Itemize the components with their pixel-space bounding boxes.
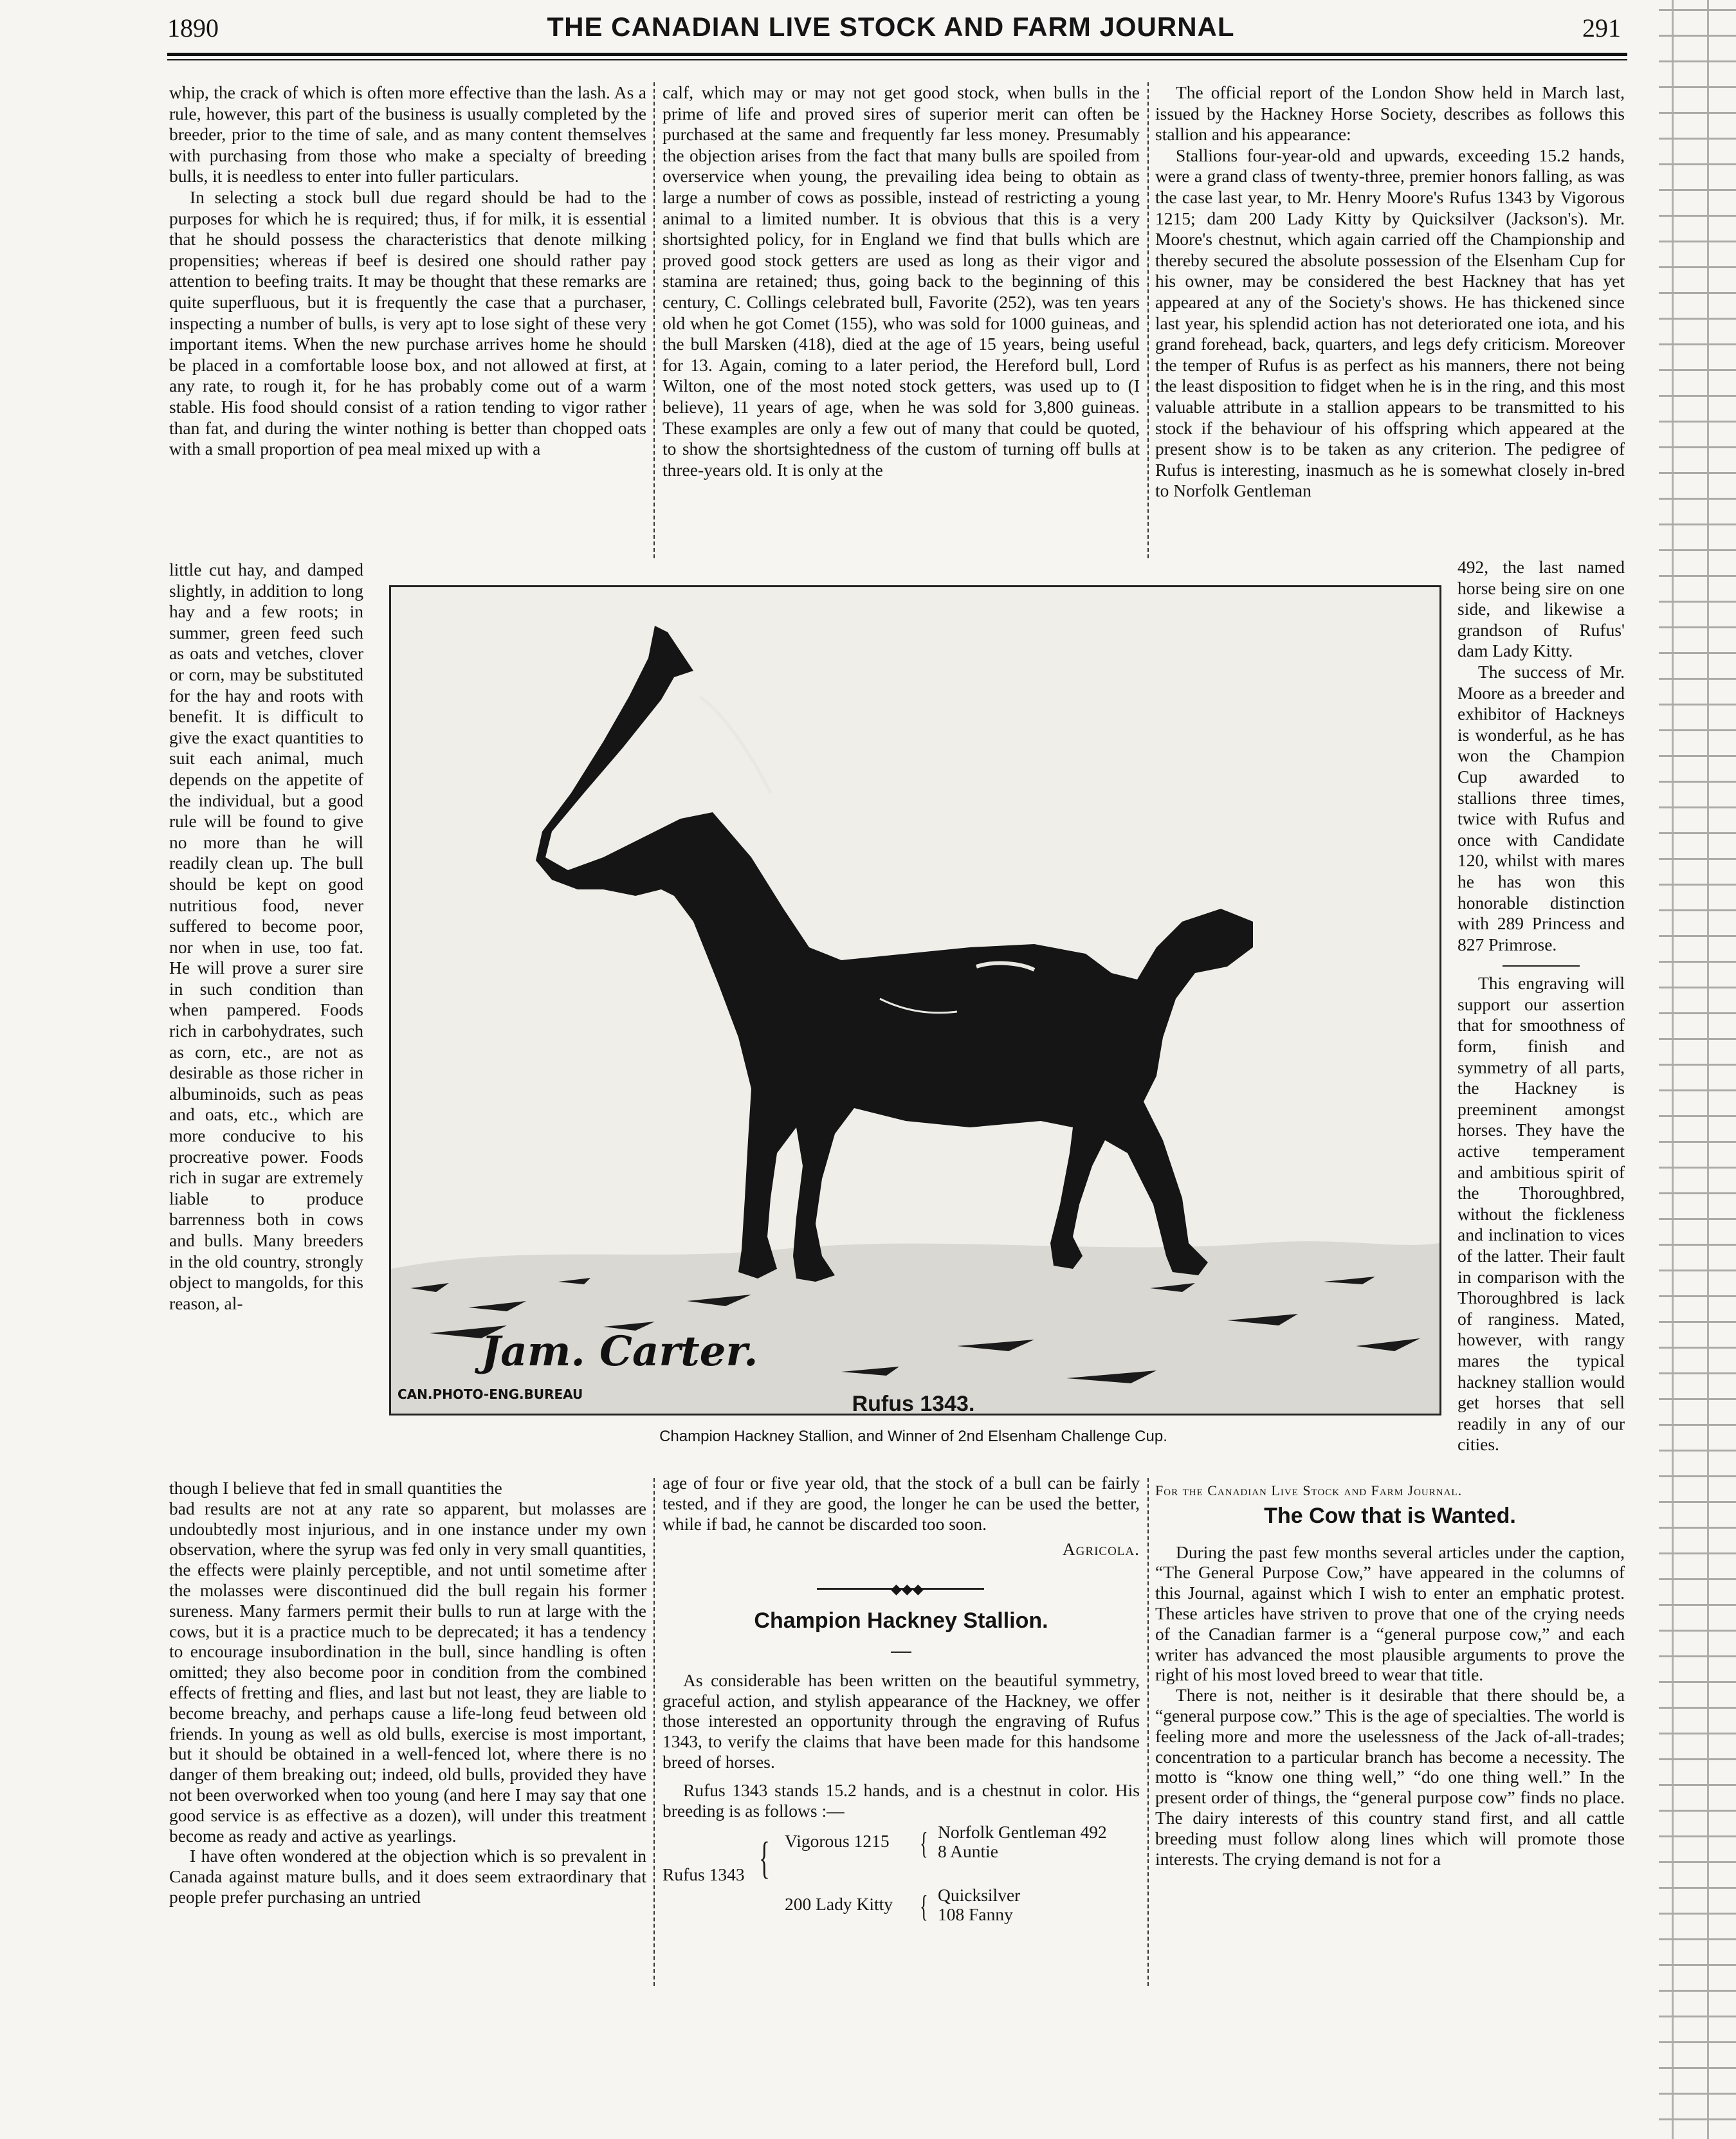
column-divider-3 — [653, 1478, 655, 1986]
header-year: 1890 — [167, 14, 219, 42]
pedigree-sire: Vigorous 1215 — [785, 1831, 890, 1852]
column-2-bottom — [662, 1473, 1140, 1925]
figure-caption-subtitle: Champion Hackney Stallion, and Winner of 2nd Elsenham Challenge Cup. — [659, 1428, 1167, 1445]
horse-illustration — [391, 587, 1439, 1414]
pedigree-dam-dam: 108 Fanny — [938, 1904, 1013, 1925]
pedigree-dam: 200 Lady Kitty — [785, 1894, 893, 1915]
article-credit: For the Canadian Live Stock and Farm Journal. — [1155, 1482, 1463, 1498]
section-ornament: ◆◆◆ — [662, 1585, 1140, 1593]
pedigree-sire-sire: Norfolk Gentleman 492 — [938, 1822, 1107, 1843]
column-1-bottom — [169, 1478, 646, 1907]
bottom2-paragraph-1: age of four or five year old, that the stock of a bull can be fairly tested, and if they are good, the longer he can be used the better, while if bad, he cannot be discarded too soon. — [662, 1473, 1140, 1534]
narrow-paragraph-1: 492, the last named horse being sire on one side, and likewise a grandson of Rufus' dam Lady Kitty. — [1457, 557, 1625, 661]
pedigree-brace-sire: { — [920, 1826, 928, 1861]
engraver-signature: Jam. Carter. — [481, 1327, 758, 1376]
article-title-cow: The Cow that is Wanted. — [1264, 1503, 1516, 1528]
column-divider-4 — [1147, 1478, 1149, 1986]
page-number: 291 — [1582, 14, 1621, 42]
bottom1-paragraph-2: I have often wondered at the objection which is so prevalent in Canada against mature bulls, and it does seem extraordinary that people prefer purchasing an untried — [169, 1846, 646, 1907]
bottom3-paragraph-2: There is not, neither is it desirable that there should be, a “general purpose cow.” This is the age of specialties. The world is feeling more and more the uselessness of the Jack of-all-trades; concentration to a particular branch has become a necessity. The motto is “know one thing well,” “do one thing well.” In the present order of things, the “general purpose cow” finds no place. The dairy interests of this country stand first, and all cattle breeding must follow along lines which will promote those interests. The crying demand is not for a — [1155, 1685, 1625, 1869]
pedigree-brace-dam: { — [920, 1889, 928, 1924]
bottom3-paragraph-1: During the past few months several articles under the caption, “The General Purpose Cow,” have appeared in the columns of this Journal, against which I wish to enter an emphatic protest. These articles have striven to prove that one of the crying needs of the Canadian farmer is a “general purpose cow,” and each writer has advanced the most plausible arguments to prove the right of his most loved breed to wear that title. — [1155, 1542, 1625, 1685]
pedigree-dam-sire: Quicksilver — [938, 1885, 1021, 1906]
pedigree-table — [662, 1822, 1140, 1925]
col3-paragraph-2: Stallions four-year-old and upwards, exceeding 15.2 hands, were a grand class of twenty-three, premier honors falling, as was the case last year, to Mr. Henry Moore's Rufus 1343 by Vigorous 1215; dam 200 Lady Kitty by Quicksilver (Jackson's). Mr. Moore's chestnut, which again carried off the Championship and thereby secured the absolute possession of the Elsenham Cup for his owner, may be considered the best Hackney that has yet appeared at any of the Society's shows. He has thickened since last year, his splendid action has not deteriorated one iota, and his grand forehead, back, quarters, and legs defy criticism. Moreover the temper of Rufus is as perfect as his manners, there not being the least disposition to fidget when he is in the ring, and this most valuable attribute in a stallion appears to be transmitted to his stock if the behaviour of his offspring which appeared at the present show is to be taken as any criterion. The pedigree of Rufus is interesting, inasmuch as he is somewhat closely in-bred to Norfolk Gentleman — [1155, 145, 1625, 501]
column-1-narrow: little cut hay, and damped slightly, in addition to long hay and a few roots; in summer, green feed such as oats and vetches, clover or corn, may be substituted for the hay and roots with benefit. It is difficult to give the exact quantities to suit each animal, much depends on the appetite of the individual, but a good rule will be found to give no more than he will readily clean up. The bull should be kept on good nutritious food, never suffered to become poor, nor when in use, too fat. He will prove a surer sire in such condition than when pampered. Foods rich in carbohydrates, such as corn, etc., are not as desirable as those richer in albuminoids, such as peas and oats, etc., which are more conducive to his procreative power. Foods rich in sugar are extremely liable to produce barrenness both in cows and bulls. Many breeders in the old country, strongly object to mangolds, for this reason, al- — [169, 560, 363, 1313]
column-3-top — [1155, 82, 1625, 502]
header-rule-thin — [167, 59, 1627, 60]
narrow-paragraph-3: This engraving will support our assertion that for smoothness of form, finish and symmetry of all parts, the Hackney is preeminent amongst horses. They have the active temperament and ambitious spirit of the Thoroughbred, without the fickleness and inclination to vices of the latter. Their fault in comparison with the Thoroughbred is lack of ranginess. Mated, however, with rangy mares the typical hackney stallion would get horses that sell readily in any of our cities. — [1457, 973, 1625, 1455]
column-divider-2 — [1147, 82, 1149, 558]
figure-caption-title: Rufus 1343. — [852, 1392, 975, 1416]
scan-edge-speckle — [1659, 0, 1736, 2139]
column-divider-1 — [653, 82, 655, 558]
column-2-top — [662, 82, 1140, 480]
col1-paragraph-2: In selecting a stock bull due regard should be had to the purposes for which he is required; thus, if for milk, it is essential that he should possess the characteristics that denote milking propensities; whereas if beef is desired one should rather pay attention to beefing traits. It may be thought that these remarks are quite superfluous, but it is frequently the case that a purchaser, inspecting a number of bulls, is very apt to lose sight of these very important items. When the new purchase arrives home he should be placed in a comfortable loose box, and not allowed at first, at any rate, to rough it, for he has probably come out of a warm stable. His food should consist of a ration tending to vigor rather than fat, and during the winter nothing is better than chopped oats with a small proportion of pea meal mixed up with a — [169, 187, 646, 459]
narrow-divider — [1503, 965, 1580, 967]
journal-title: THE CANADIAN LIVE STOCK AND FARM JOURNAL — [547, 12, 1235, 42]
narrow-paragraph-2: The success of Mr. Moore as a breeder and exhibitor of Hackneys is wonderful, as he has won the Champion Cup awarded to stallions three times, twice with Rufus and once with Candidate 120, whilst with mares he has won this honorable distinction with 289 Princess and 827 Primrose. — [1457, 661, 1625, 954]
title-dash — [662, 1637, 1140, 1657]
engraving-credit: CAN.PHOTO-ENG.BUREAU — [397, 1387, 583, 1402]
col3-paragraph-1: The official report of the London Show held in March last, issued by the Hackney Horse Society, describes as follows this stallion and his appearance: — [1155, 82, 1625, 145]
col1-paragraph-1: whip, the crack of which is often more effective than the lash. As a rule, however, this part of the business is usually completed by the breeder, prior to the time of sale, and as many content themselves with purchasing from those who make a specialty of breeding bulls, it is needless to enter into fuller particulars. — [169, 82, 646, 187]
bottom1-lead: though I believe that fed in small quantities the — [169, 1478, 502, 1498]
column-1-top — [169, 82, 646, 460]
pedigree-sire-dam: 8 Auntie — [938, 1841, 998, 1862]
page-header — [161, 9, 1621, 48]
horse-engraving — [389, 585, 1441, 1415]
pedigree-horse: Rufus 1343 — [662, 1864, 745, 1885]
bottom1-paragraph-1: bad results are not at any rate so apparent, but molasses are undoubtedly most injurious, and in one instance under my own observation, where the syrup was fed only in very small quantities, the effects were plainly perceptible, and not until sometime after the molasses were discontinued did the bull regain his former sureness. Many farmers permit their bulls to run at large with the cows, but it is a practice much to be deprecated; it has a tendency to encourage insubordination in the bull, since handling is often omitted; they also become poor in condition from the combined effects of fretting and flies, and last but not least, they are liable to become breachy, and perhaps cause a life-long feud between old friends. In young as well as old bulls, exercise is most important, but it should be obtained in a well-fenced lot, where there is no danger of them breaking out; indeed, old bulls, provided they have not been overworked when too young (and here I may say that one good service is as effective as a dozen), will under this treatment become as ready and active as yearlings. — [169, 1498, 646, 1846]
section-title-hackney: Champion Hackney Stallion. — [754, 1608, 1048, 1634]
column-3-bottom — [1155, 1480, 1625, 1869]
pedigree-brace: { — [759, 1834, 770, 1884]
bottom2-paragraph-2: As considerable has been written on the beautiful symmetry, graceful action, and stylish appearance of the Hackney, we offer those interested an opportunity through the engraving of Rufus 1343, to verify the claims that have been made for this handsome breed of horses. — [662, 1670, 1140, 1772]
bottom2-paragraph-3: Rufus 1343 stands 15.2 hands, and is a chestnut in color. His breeding is as follows :— — [662, 1779, 1140, 1821]
col2-paragraph-1: calf, which may or may not get good stock, when bulls in the prime of life and proved sires of superior merit can often be purchased at the same and frequently far less money. Presumably the objection arises from the fact that many bulls are spoiled from overservice when young, the prevailing idea being to obtain as large a number of cows as possible, instead of restricting a young animal to a limited number. It is obvious that this is a very shortsighted policy, for in England we find that bulls which are proved good stock getters are used as long as their vigor and stamina are retained; thus, going back to the beginning of this century, C. Collings celebrated bull, Favorite (252), was ten years old when he got Comet (155), who was sold for 1000 guineas, and the bull Marsken (418), died at the age of 15 years, being useful for 13. Again, coming to a later period, the Hereford bull, Lord Wilton, one of the most noted stock getters, was used up to (I believe), 11 years of age, when he was sold for 3,800 guineas. These examples are only a few out of many that could be quoted, to show the shortsightedness of the custom of turning off bulls at three-years old. It is only at the — [662, 82, 1140, 480]
header-rule-thick — [167, 53, 1627, 56]
article-signature: Agricola. — [1062, 1539, 1140, 1560]
column-3-narrow — [1457, 557, 1625, 1455]
